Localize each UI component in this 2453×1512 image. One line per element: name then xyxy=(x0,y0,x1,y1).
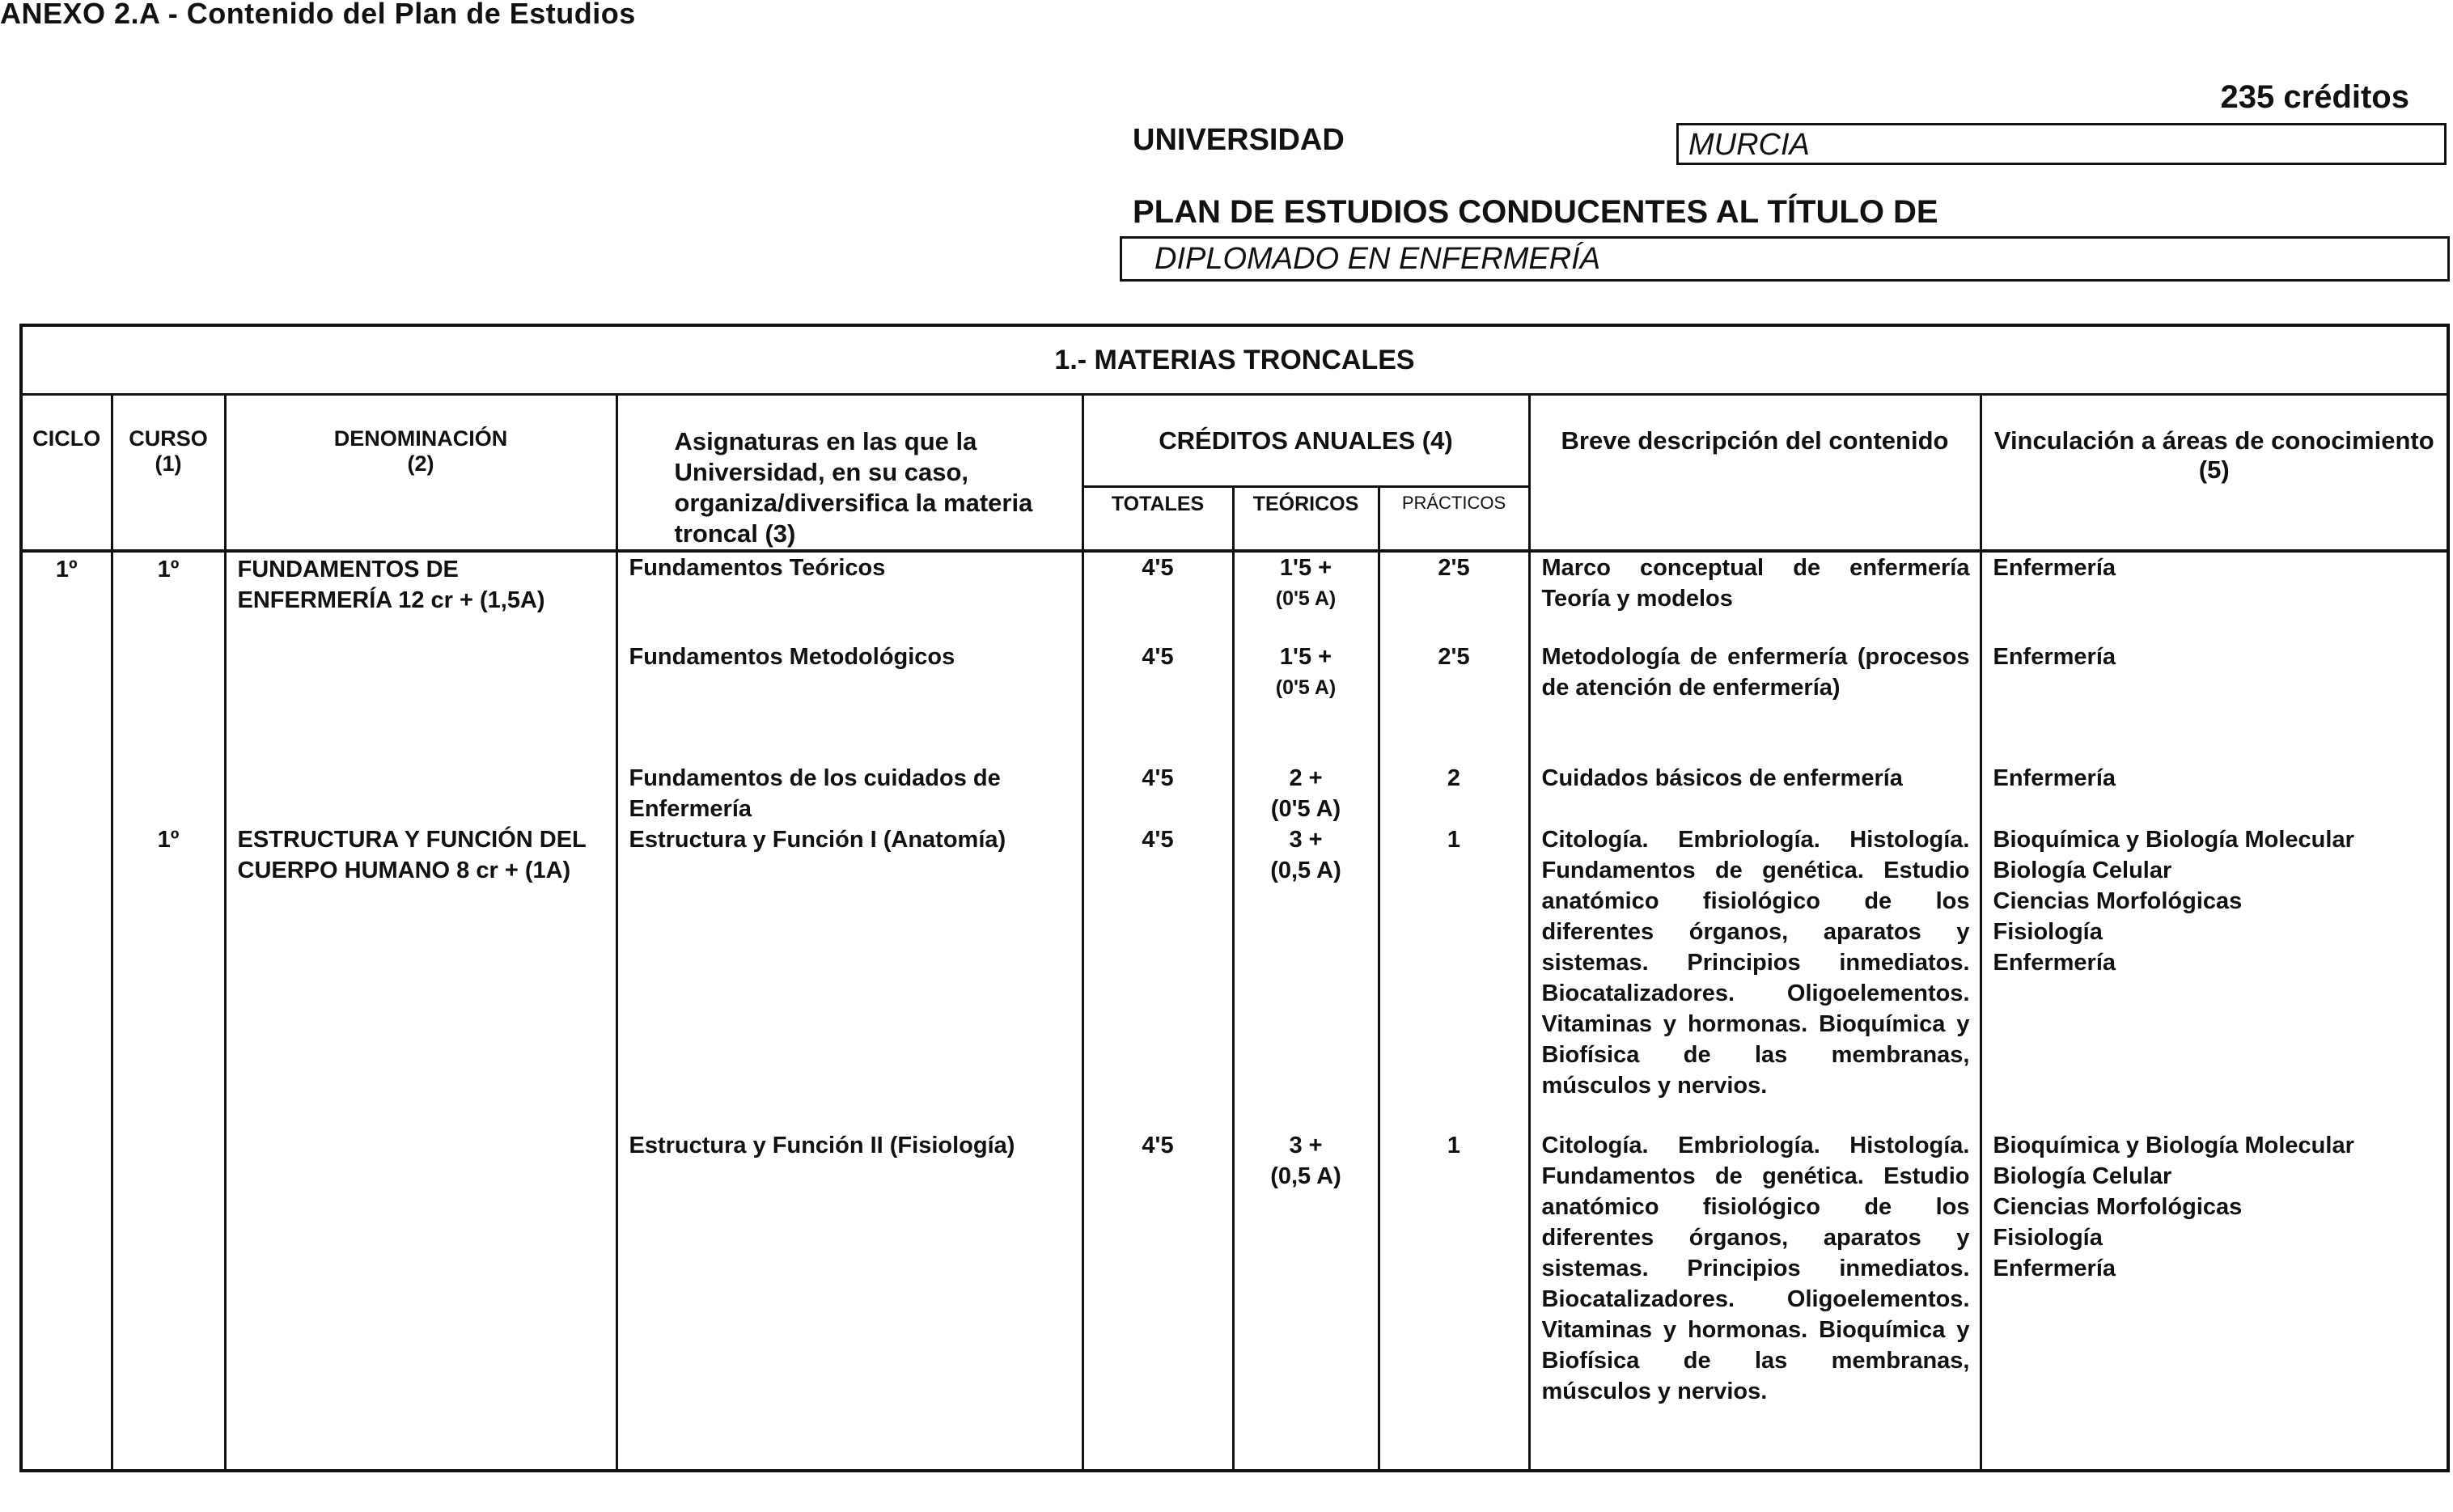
ciclo-cell xyxy=(21,824,112,1471)
asignatura-cell: Estructura y Función I (Anatomía) xyxy=(616,824,1082,1130)
total-credits: 235 créditos xyxy=(2220,79,2409,115)
header-ciclo: CICLO xyxy=(21,395,112,552)
header-descripcion: Breve descripción del contenido xyxy=(1529,395,1981,552)
annex-title: ANEXO 2.A - Contenido del Plan de Estudios xyxy=(0,0,636,30)
totales-cell: 4'5 xyxy=(1082,763,1233,824)
header-teoricos: TEÓRICOS xyxy=(1233,486,1379,551)
university-label: UNIVERSIDAD xyxy=(1133,123,1345,157)
vinculacion-cell: Enfermería xyxy=(1981,642,2448,763)
header-vinculacion: Vinculación a áreas de conocimiento (5) xyxy=(1981,395,2448,552)
ciclo-cell: 1º xyxy=(21,551,112,824)
teoricos-cell: 3 + (0,5 A) xyxy=(1233,1130,1379,1471)
section-title: 1.- MATERIAS TRONCALES xyxy=(21,325,2448,395)
practicos-cell: 2'5 xyxy=(1379,551,1529,642)
descripcion-cell: Citología. Embriología. Histología. Fundamentos de genética. Estudio anatómico fisiológico de los diferentes órganos, aparatos y sistemas. Principios inmediatos. Biocatalizadores. Oligoelementos. Vitaminas y hormonas. Bioquímica y Biofísica de las membranas, músculos y nervios. xyxy=(1529,824,1981,1130)
denominacion-cell: ESTRUCTURA Y FUNCIÓN DEL CUERPO HUMANO 8 cr + (1A) xyxy=(225,824,616,1471)
practicos-cell: 1 xyxy=(1379,824,1529,1130)
vinculacion-cell: Bioquímica y Biología Molecular Biología Celular Ciencias Morfológicas Fisiología Enfermería xyxy=(1981,824,2448,1130)
header-curso: CURSO (1) xyxy=(112,395,225,552)
teoricos-cell: 1'5 + (0'5 A) xyxy=(1233,551,1379,642)
practicos-cell: 2 xyxy=(1379,763,1529,824)
troncales-table xyxy=(19,324,2450,1472)
totales-cell: 4'5 xyxy=(1082,551,1233,642)
header-practicos: PRÁCTICOS xyxy=(1379,486,1529,551)
denominacion-cell: FUNDAMENTOS DE ENFERMERÍA 12 cr + (1,5A) xyxy=(225,551,616,824)
header-denominacion: DENOMINACIÓN (2) xyxy=(225,395,616,552)
curso-cell: 1º xyxy=(112,551,225,824)
asignatura-cell: Estructura y Función II (Fisiología) xyxy=(616,1130,1082,1471)
asignatura-cell: Fundamentos Teóricos xyxy=(616,551,1082,642)
practicos-cell: 2'5 xyxy=(1379,642,1529,763)
descripcion-cell: Marco conceptual de enfermería Teoría y modelos xyxy=(1529,551,1981,642)
university-field: MURCIA xyxy=(1676,123,2447,165)
asignatura-cell: Fundamentos de los cuidados de Enfermería xyxy=(616,763,1082,824)
practicos-cell: 1 xyxy=(1379,1130,1529,1471)
teoricos-cell: 2 + (0'5 A) xyxy=(1233,763,1379,824)
plan-label: PLAN DE ESTUDIOS CONDUCENTES AL TÍTULO DE xyxy=(1133,194,1938,230)
teoricos-cell: 3 + (0,5 A) xyxy=(1233,824,1379,1130)
totales-cell: 4'5 xyxy=(1082,824,1233,1130)
vinculacion-cell: Enfermería xyxy=(1981,763,2448,824)
degree-title-field: DIPLOMADO EN ENFERMERÍA xyxy=(1120,236,2450,282)
descripcion-cell: Citología. Embriología. Histología. Fundamentos de genética. Estudio anatómico fisiológico de los diferentes órganos, aparatos y sistemas. Principios inmediatos. Biocatalizadores. Oligoelementos. Vitaminas y hormonas. Bioquímica y Biofísica de las membranas, músculos y nervios. xyxy=(1529,1130,1981,1471)
asignatura-cell: Fundamentos Metodológicos xyxy=(616,642,1082,763)
header-creditos: CRÉDITOS ANUALES (4) xyxy=(1082,395,1529,487)
totales-cell: 4'5 xyxy=(1082,1130,1233,1471)
descripcion-cell: Cuidados básicos de enfermería xyxy=(1529,763,1981,824)
header-asignaturas: Asignaturas en las que la Universidad, en su caso, organiza/diversifica la materia troncal (3) xyxy=(616,395,1082,552)
totales-cell: 4'5 xyxy=(1082,642,1233,763)
header-totales: TOTALES xyxy=(1082,486,1233,551)
descripcion-cell: Metodología de enfermería (procesos de atención de enfermería) xyxy=(1529,642,1981,763)
teoricos-cell: 1'5 + (0'5 A) xyxy=(1233,642,1379,763)
vinculacion-cell: Bioquímica y Biología Molecular Biología Celular Ciencias Morfológicas Fisiología Enfermería xyxy=(1981,1130,2448,1471)
vinculacion-cell: Enfermería xyxy=(1981,551,2448,642)
curso-cell: 1º xyxy=(112,824,225,1471)
